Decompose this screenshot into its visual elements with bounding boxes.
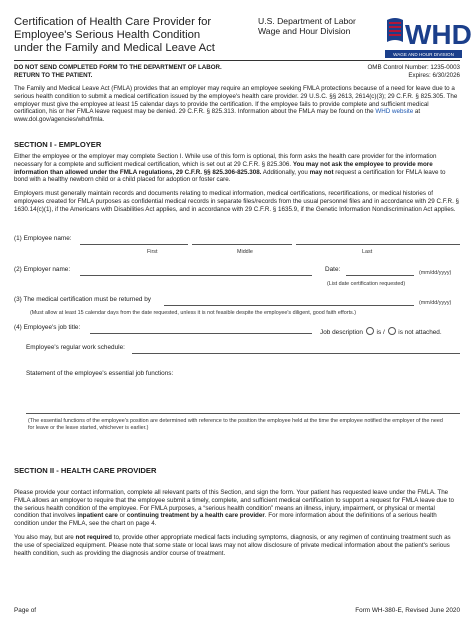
job-title-field[interactable] bbox=[90, 333, 312, 334]
form-title-line-2: Employee's Serious Health Condition bbox=[14, 29, 201, 42]
form-title-line-3: under the Family and Medical Leave Act bbox=[14, 42, 215, 55]
work-schedule-field[interactable] bbox=[132, 353, 460, 354]
work-schedule-label: Employee's regular work schedule: bbox=[26, 344, 125, 351]
section-2-paragraph-1: Please provide your contact information, complete all relevant parts of this Section, and sign the form. Your patient has requested leave under the FMLA. The FMLA allows an employer to require that the employee submit a timely, complete, and sufficient medical certification to support a request for FMLA leave due to the serious health condition of the employee. For FMLA purposes, a “serious health condition” means an illness, injury, impairment, or physical or mental condition that involves inpatient care or continuing treatment by a health care provider. For more information about the definitions of a serious health condition under the FMLA, see the chart on page 4. bbox=[14, 489, 454, 527]
job-description-is-not-radio[interactable] bbox=[388, 327, 396, 335]
form-title bbox=[14, 16, 254, 56]
first-name-caption: First bbox=[147, 249, 158, 255]
return-date-format-hint: (mm/dd/yyyy) bbox=[419, 300, 452, 306]
employee-middle-name-field[interactable] bbox=[192, 244, 292, 245]
return-by-date-field[interactable] bbox=[164, 305, 414, 306]
essential-functions-label: Statement of the employee's essential job functions: bbox=[26, 370, 174, 377]
section-2-paragraph-2: You also may, but are not required to, provide other appropriate medical facts including symptoms, diagnosis, or any regimen of continuing treatment such as the use of specialized equipment. Please note that some state or local laws may not allow disclosure of private medical information about the patient's serious health condition, such as providing the diagnosis and/or course of treatment. bbox=[14, 534, 451, 557]
last-name-caption: Last bbox=[362, 249, 373, 255]
section-1-heading: SECTION I - EMPLOYER bbox=[14, 140, 102, 149]
omb-info bbox=[340, 64, 460, 80]
return-notice-line-2: RETURN TO THE PATIENT. bbox=[14, 72, 93, 79]
logo-caption: WAGE AND HOUR DIVISION bbox=[393, 52, 454, 57]
job-description-is-radio[interactable] bbox=[366, 327, 374, 335]
agency-name bbox=[258, 16, 378, 37]
whd-logo bbox=[385, 12, 472, 58]
section-1-paragraph-1: Either the employee or the employer may complete Section I. While use of this form is optional, this form asks the health care provider for the information necessary for a complete and sufficient medical certification, which is set out at 29 C.F.R. § 825.306. You may not ask the employee to provide more information than allowed under the FMLA regulations, 29 C.F.R. §§ 825.306-825.308. Additionally, you may not request a certification for FMLA leave to bond with a healthy newborn child or a child placed for adoption or foster care. bbox=[14, 153, 446, 184]
header-divider bbox=[14, 60, 460, 61]
date-label: Date: bbox=[325, 266, 341, 273]
employee-first-name-field[interactable] bbox=[80, 244, 188, 245]
middle-name-caption: Middle bbox=[237, 249, 253, 255]
essential-functions-field[interactable] bbox=[26, 382, 460, 412]
return-notice-line-1: DO NOT SEND COMPLETED FORM TO THE DEPARTMENT OF LABOR. bbox=[14, 64, 222, 71]
essential-functions-divider bbox=[26, 413, 460, 414]
form-revision: Form WH-380-E, Revised June 2020 bbox=[355, 607, 460, 614]
whd-website-link[interactable]: WHD website bbox=[375, 108, 414, 116]
agency-line-2: Wage and Hour Division bbox=[258, 26, 351, 37]
employee-last-name-field[interactable] bbox=[296, 244, 460, 245]
request-date-field[interactable] bbox=[346, 275, 414, 276]
date-format-hint: (mm/dd/yyyy) bbox=[419, 270, 452, 276]
essential-functions-note: (The essential functions of the employee's position are determined with reference to the position the employee held at the time the employee notified the employer of the need for leave or the leave started, whichever is earlier.) bbox=[28, 418, 443, 431]
job-title-label: (4) Employee's job title: bbox=[14, 324, 81, 331]
return-by-label: (3) The medical certification must be returned by bbox=[14, 296, 151, 303]
form-title-line-1: Certification of Health Care Provider for bbox=[14, 16, 212, 28]
expiration-date: Expires: 6/30/2026 bbox=[408, 72, 460, 79]
return-by-note: (Must allow at least 15 calendar days from the date requested, unless it is not feasible despite the employee's diligent, good faith efforts.) bbox=[30, 310, 357, 316]
return-notice bbox=[14, 64, 222, 80]
flag-icon bbox=[387, 18, 403, 42]
section-2-heading: SECTION II - HEALTH CARE PROVIDER bbox=[14, 466, 157, 475]
logo-text: WHD bbox=[405, 19, 472, 50]
employer-name-field[interactable] bbox=[80, 275, 312, 276]
agency-line-1: U.S. Department of Labor bbox=[258, 16, 356, 26]
employee-name-label: (1) Employee name: bbox=[14, 235, 72, 242]
intro-paragraph: The Family and Medical Leave Act (FMLA) provides that an employer may require an employee seeking FMLA protections because of a need for leave due to a serious health condition to submit a medical certification issued by the employee's health care provider. 29 U.S.C. §§ 2613, 2614(c)(3); 29 C.F.R. § 825.305. The employer must give the employee at least 15 calendar days to provide the certification. If the employee fails to provide complete and sufficient medical certification, his or her FMLA leave request may be denied. 29 C.F.R. § 825.313. Information about the FMLA may be found on the WHD website at www.dol.gov/agencies/whd/fmla. bbox=[14, 85, 458, 123]
job-description-attached: Job description is / is not attached. bbox=[320, 329, 442, 336]
page-number: Page of bbox=[14, 607, 37, 614]
omb-number: OMB Control Number: 1235-0003 bbox=[367, 64, 460, 71]
date-caption: (List date certification requested) bbox=[327, 281, 406, 287]
employer-name-label: (2) Employer name: bbox=[14, 266, 71, 273]
section-1-paragraph-2: Employers must generally maintain records and documents relating to medical information, medical certifications, recertifications, or medical histories of employees created for FMLA purposes as confidential medical records in separate files/records from the usual personnel files and in accordance with 29 C.F.R. § 1630.14(c)(1), if the Americans with Disabilities Act applies, and in accordance with 29 C.F.R. § 1635.9, if the Genetic Information Nondiscrimination Act applies. bbox=[14, 190, 460, 213]
